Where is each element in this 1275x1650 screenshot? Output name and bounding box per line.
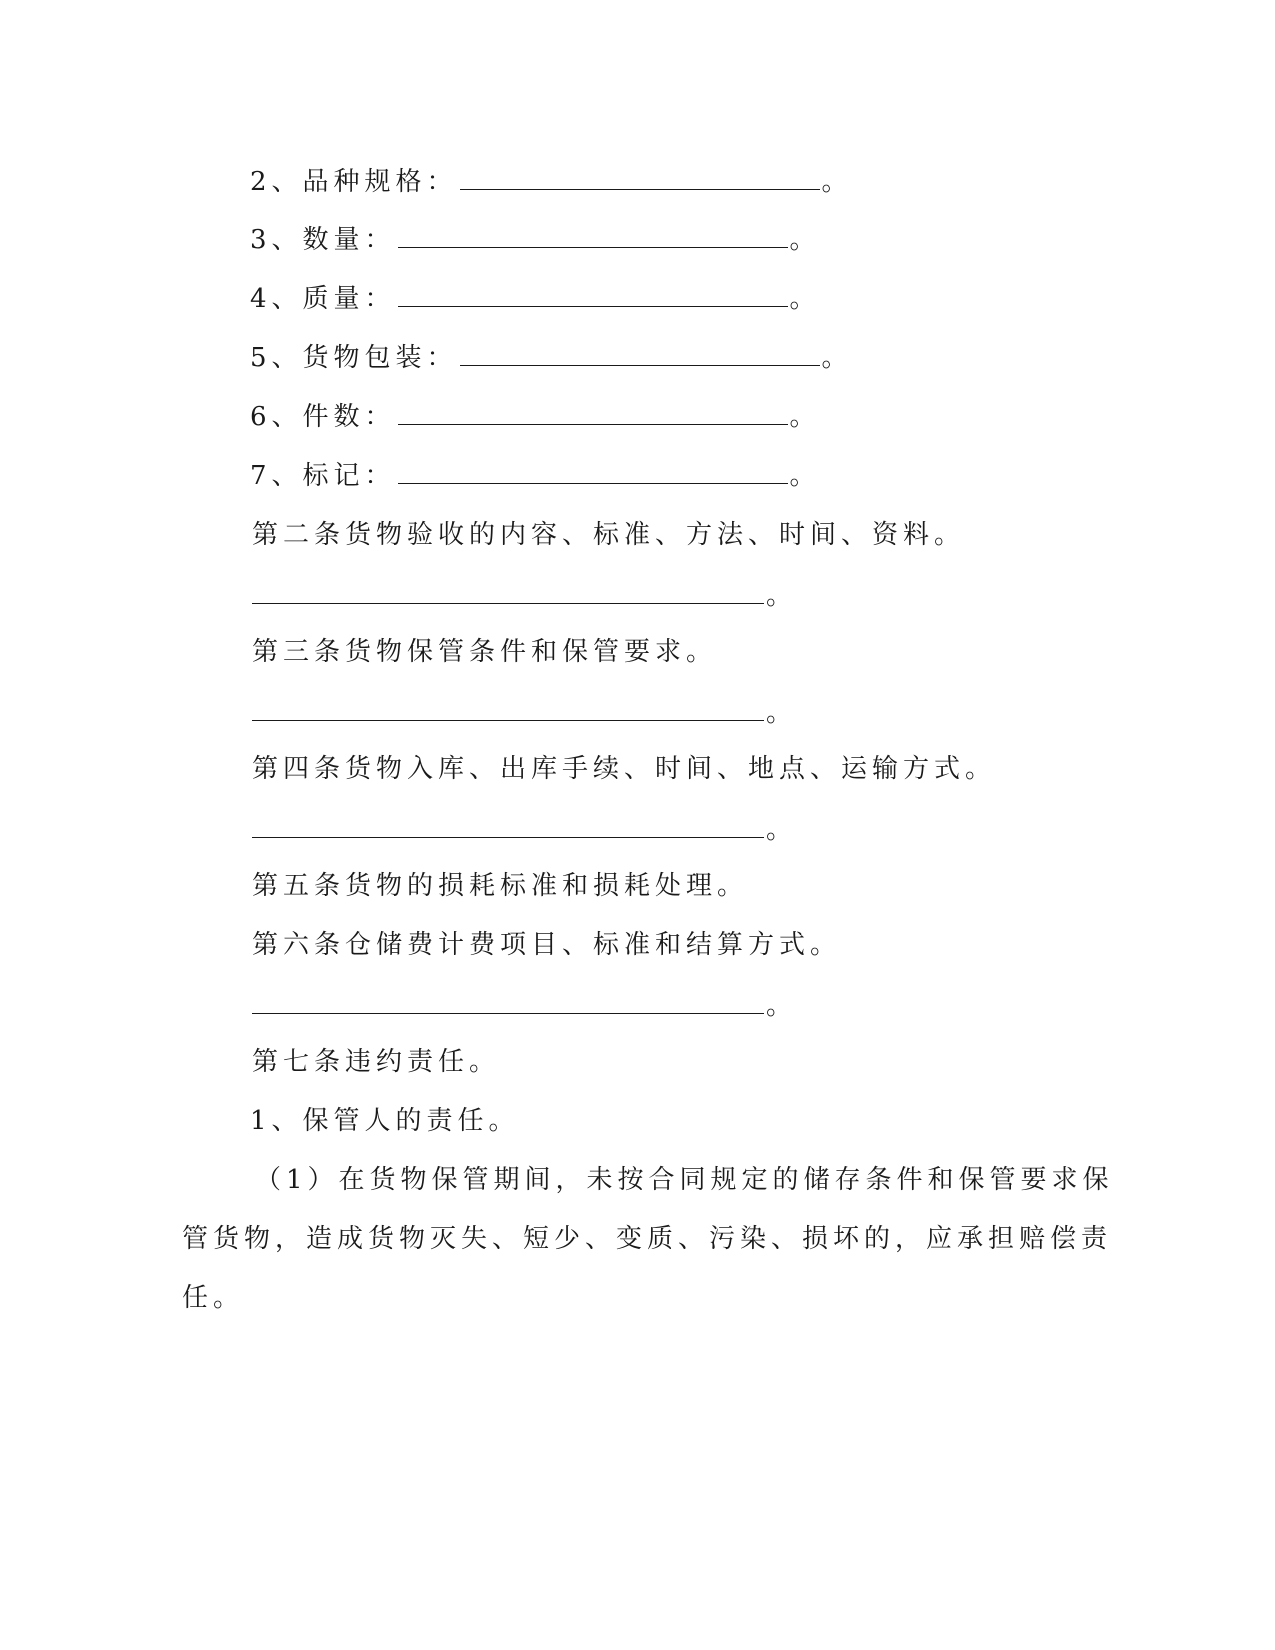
fill-in-blank[interactable]: [398, 398, 788, 425]
article-3-heading: 第三条货物保管条件和保管要求。: [252, 637, 718, 667]
item-marking: 7、标记： 。: [250, 456, 821, 496]
item-label: 4、质量：: [250, 284, 396, 314]
item-label: 7、标记：: [250, 461, 396, 491]
fill-in-blank[interactable]: [252, 811, 764, 838]
item-variety-spec: 2、品种规格： 。: [250, 162, 853, 202]
fill-in-blank[interactable]: [460, 163, 820, 190]
fill-in-blank[interactable]: [252, 987, 764, 1014]
item-quantity: 3、数量： 。: [250, 220, 821, 260]
article-6-blank-line: 。: [250, 986, 797, 1026]
fill-in-blank[interactable]: [398, 221, 788, 248]
article-2-blank-line: 。: [250, 576, 797, 616]
article-5-heading: 第五条货物的损耗标准和损耗处理。: [252, 871, 749, 901]
fill-in-blank[interactable]: [398, 280, 788, 307]
item-label: 3、数量：: [250, 225, 396, 255]
article-7-clause-1-line-3: 任。: [182, 1283, 245, 1313]
article-2-heading: 第二条货物验收的内容、标准、方法、时间、资料。: [252, 520, 966, 550]
fill-in-blank[interactable]: [398, 457, 788, 484]
fill-in-blank[interactable]: [460, 339, 820, 366]
article-7-sub-1: 1、保管人的责任。: [250, 1106, 520, 1136]
item-piece-count: 6、件数： 。: [250, 397, 821, 437]
article-7-heading: 第七条违约责任。: [252, 1047, 501, 1077]
item-label: 6、件数：: [250, 402, 396, 432]
article-4-heading: 第四条货物入库、出库手续、时间、地点、运输方式。: [252, 754, 997, 784]
article-7-clause-1-line-2: 管货物，造成货物灭失、短少、变质、污染、损坏的，应承担赔偿责: [182, 1224, 1113, 1254]
article-7-clause-1-line-1: （1）在货物保管期间，未按合同规定的储存条件和保管要求保: [255, 1165, 1114, 1195]
fill-in-blank[interactable]: [252, 577, 764, 604]
item-quality: 4、质量： 。: [250, 279, 821, 319]
item-label: 2、品种规格：: [250, 167, 458, 197]
item-label: 5、货物包装：: [250, 343, 458, 373]
article-3-blank-line: 。: [250, 693, 797, 733]
article-4-blank-line: 。: [250, 810, 797, 850]
fill-in-blank[interactable]: [252, 694, 764, 721]
item-packaging: 5、货物包装： 。: [250, 338, 853, 378]
article-6-heading: 第六条仓储费计费项目、标准和结算方式。: [252, 930, 842, 960]
